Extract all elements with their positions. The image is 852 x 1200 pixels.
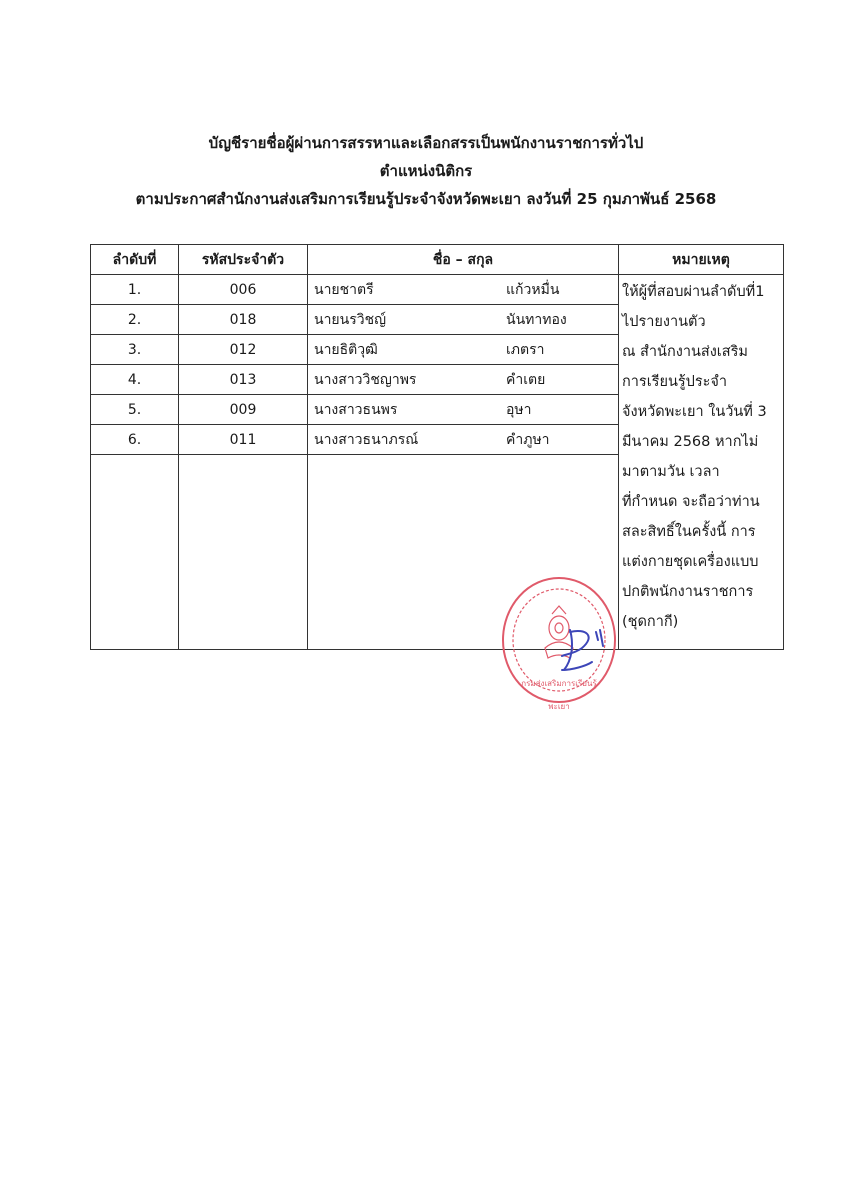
official-seal-stamp	[500, 574, 618, 714]
remark-line: สละสิทธิ์ในครั้งนี้ การ	[622, 524, 756, 540]
last-name: เภตรา	[506, 341, 545, 358]
seal-bottom-text: กรมส่งเสริมการเรียนรู้	[521, 679, 597, 688]
signature-icon	[562, 630, 603, 670]
row-code: 013	[179, 365, 308, 395]
first-name: นายนรวิชญ์	[314, 311, 387, 328]
header-no: ลำดับที่	[91, 245, 179, 275]
remark-line: มีนาคม 2568 หากไม่	[622, 434, 759, 450]
row-no: 2.	[91, 305, 179, 335]
header-code: รหัสประจำตัว	[179, 245, 308, 275]
row-code: 009	[179, 395, 308, 425]
row-name	[308, 305, 619, 335]
row-name	[308, 425, 619, 455]
header-remark: หมายเหตุ	[619, 245, 784, 275]
remark-line: ให้ผู้ที่สอบผ่านลำดับที่1	[622, 284, 765, 300]
row-code: 006	[179, 275, 308, 305]
announcement-reference: ตามประกาศสำนักงานส่งเสริมการเรียนรู้ประจำจังหวัดพะเยา ลงวันที่ 25 กุมภาพันธ์ 2568	[135, 190, 717, 208]
first-name: นางสาวธนพร	[314, 401, 398, 418]
seal-place-text: พะเยา	[548, 702, 570, 711]
row-name	[308, 335, 619, 365]
remark-line: ที่กำหนด จะถือว่าท่าน	[622, 494, 760, 510]
table-header-row	[91, 245, 784, 275]
last-name: คำเตย	[506, 371, 546, 388]
seal-emblem-icon	[545, 606, 573, 658]
last-name: อุษา	[506, 401, 532, 418]
first-name: นางสาววิชญาพร	[314, 371, 417, 388]
remark-line: ไปรายงานตัว	[622, 314, 706, 330]
first-name: นายธิติวุฒิ	[314, 341, 378, 358]
row-no: 6.	[91, 425, 179, 455]
remark-line: แต่งกายชุดเครื่องแบบ	[622, 554, 759, 570]
last-name: คำภูษา	[506, 431, 550, 448]
row-no: 1.	[91, 275, 179, 305]
remark-line: (ชุดกากี)	[622, 614, 679, 630]
remark-line: ปกติพนักงานราชการ	[622, 584, 754, 600]
row-name	[308, 365, 619, 395]
position-title: ตำแหน่งนิติกร	[379, 162, 473, 180]
remark-line: การเรียนรู้ประจำ	[622, 374, 728, 390]
row-no: 3.	[91, 335, 179, 365]
first-name: นางสาวธนาภรณ์	[314, 431, 419, 448]
remark-line: มาตามวัน เวลา	[622, 464, 720, 480]
document-title: บัญชีรายชื่อผู้ผ่านการสรรหาและเลือกสรรเป็นพนักงานราชการทั่วไป	[208, 134, 644, 152]
row-name	[308, 395, 619, 425]
row-name	[308, 275, 619, 305]
row-no: 5.	[91, 395, 179, 425]
empty-cell	[91, 455, 179, 650]
first-name: นายชาตรี	[314, 281, 374, 298]
remark-cell	[619, 275, 784, 650]
remark-text	[619, 275, 783, 637]
row-code: 018	[179, 305, 308, 335]
table-row	[91, 275, 784, 305]
remark-line: ณ สำนักงานส่งเสริม	[622, 344, 748, 360]
last-name: นันทาทอง	[506, 311, 567, 328]
empty-cell	[179, 455, 308, 650]
header-name: ชื่อ – สกุล	[308, 245, 619, 275]
candidate-table	[90, 244, 784, 650]
remark-line: จังหวัดพะเยา ในวันที่ 3	[622, 404, 767, 420]
row-no: 4.	[91, 365, 179, 395]
row-code: 011	[179, 425, 308, 455]
last-name: แก้วหมื่น	[506, 281, 560, 298]
row-code: 012	[179, 335, 308, 365]
